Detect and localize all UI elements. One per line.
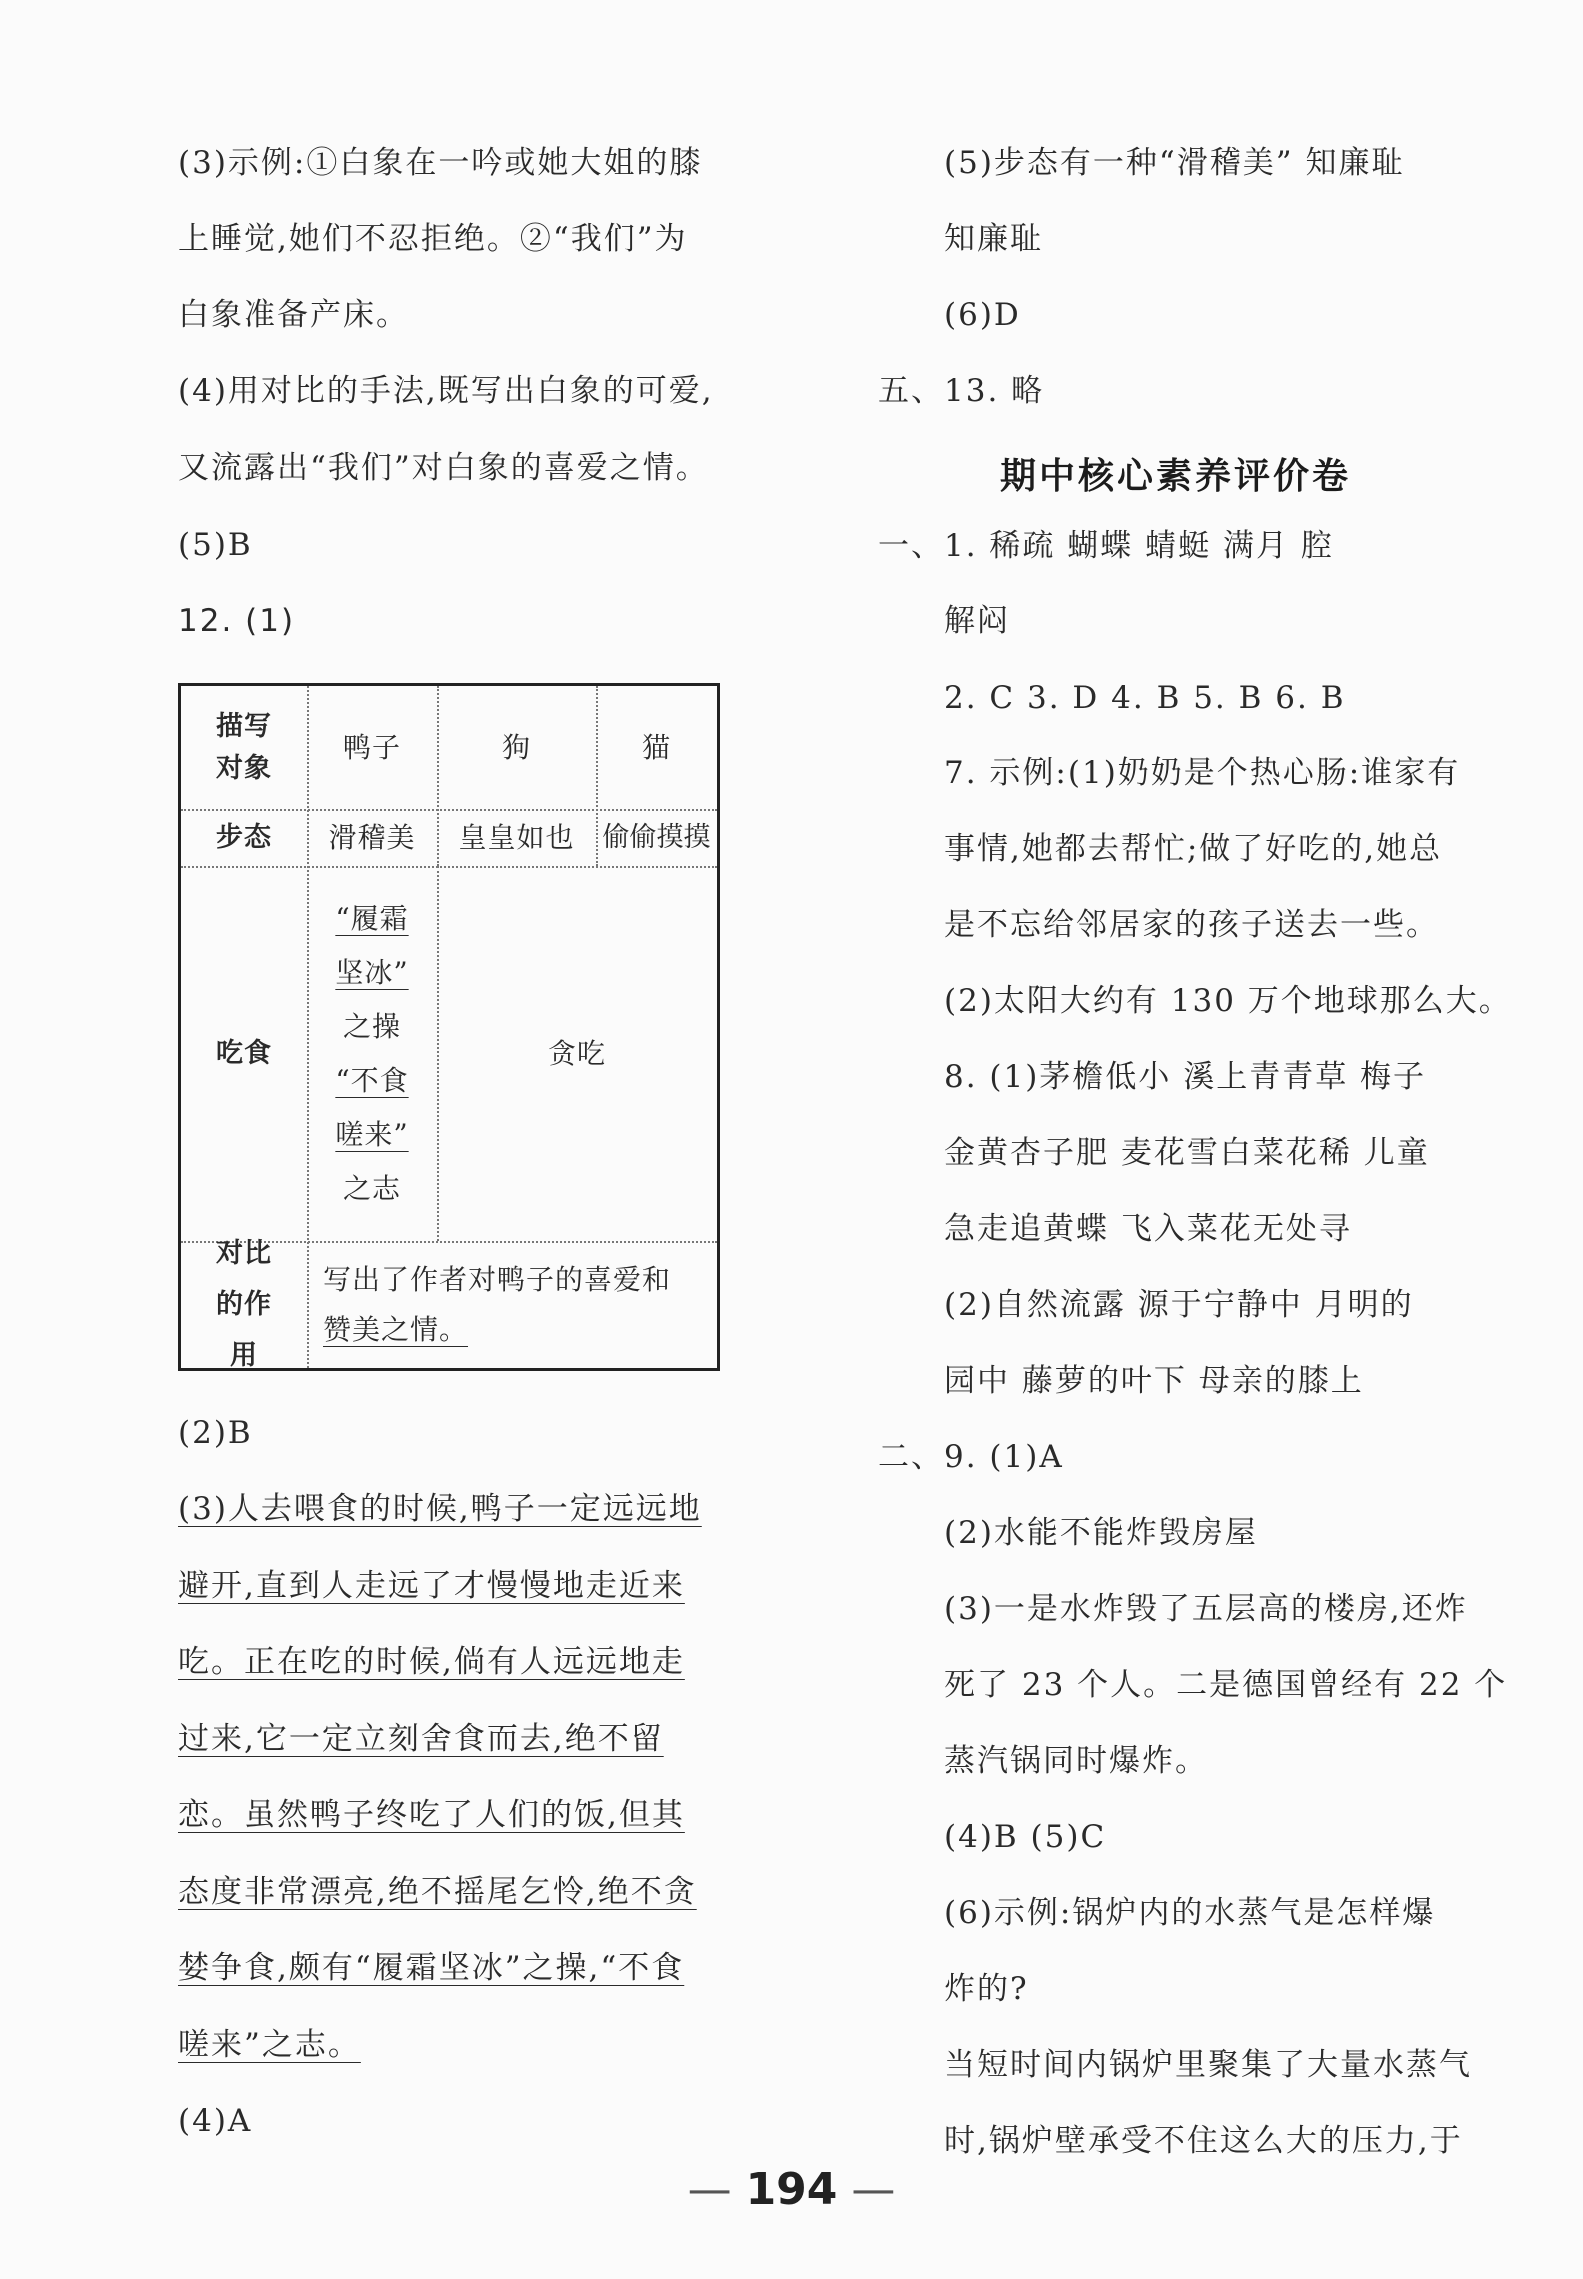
gait-dog: 皇皇如也 [458, 820, 575, 854]
right-top-3: (6)D [944, 297, 1021, 333]
left-after-4: 吃。正在吃的时候,倘有人远远地走 [178, 1644, 685, 1680]
row-header-gait: 步态 [216, 821, 272, 853]
right-top-1: (5)步态有一种“滑稽美” 知廉耻 [944, 145, 1405, 181]
eating-others: 贪吃 [547, 1036, 606, 1070]
left-after-5: 过来,它一定立刻舍食而去,绝不留 [178, 1721, 664, 1757]
right-line-22: 时,锅炉壁承受不住这么大的压力,于 [944, 2123, 1463, 2159]
left-after-3: 避开,直到人走远了才慢慢地走近来 [178, 1568, 685, 1604]
right-line-4: 7. 示例:(1)奶奶是个热心肠:谁家有 [944, 755, 1461, 791]
row-header-object: 描写对象 [216, 710, 272, 784]
right-line-2: 解闷 [944, 603, 1010, 639]
right-line-16: 死了 23 个人。二是德国曾经有 22 个 [944, 1667, 1508, 1703]
left-line-2: 上睡觉,她们不忍拒绝。②“我们”为 [178, 221, 688, 257]
page-number: — 194 — [687, 2164, 896, 2215]
eating-duck: “履霜 坚冰” 之操 “不食 嗟来” 之志 [335, 901, 409, 1205]
right-line-8: 8. (1)茅檐低小 溪上青青草 梅子 [944, 1059, 1427, 1095]
right-line-10: 急走追黄蝶 飞入菜花无处寻 [944, 1211, 1352, 1247]
left-line-5: 又流露出“我们”对白象的喜爱之情。 [178, 450, 709, 486]
right-line-3: 2. C 3. D 4. B 5. B 6. B [944, 680, 1346, 716]
left-line-6: (5)B [178, 527, 253, 563]
gait-cat: 偷偷摸摸 [602, 821, 711, 853]
gait-duck: 滑稽美 [328, 820, 416, 854]
left-line-3: 白象准备产床。 [178, 297, 409, 333]
right-line-7: (2)太阳大约有 130 万个地球那么大。 [944, 983, 1512, 1019]
right-line-17: 蒸汽锅同时爆炸。 [944, 1743, 1208, 1779]
left-after-9: 嗟来”之志。 [178, 2027, 361, 2063]
object-duck: 鸭子 [342, 730, 401, 764]
left-after-2: (3)人去喂食的时候,鸭子一定远远地 [178, 1491, 702, 1527]
right-line-5: 事情,她都去帮忙;做了好吃的,她总 [944, 831, 1443, 867]
right-line-14: (2)水能不能炸毁房屋 [944, 1515, 1258, 1551]
comparison-table [178, 683, 720, 1371]
right-line-18: (4)B (5)C [944, 1819, 1107, 1855]
left-line-4: (4)用对比的手法,既写出白象的可爱, [178, 373, 714, 409]
left-after-8: 婪争食,颇有“履霜坚冰”之操,“不食 [178, 1950, 685, 1986]
right-top-2: 知廉耻 [944, 221, 1043, 257]
row-header-effect: 对比的作用 [216, 1237, 272, 1372]
right-line-20: 炸的? [944, 1971, 1029, 2007]
left-after-10: (4)A [178, 2103, 253, 2139]
right-line-19: (6)示例:锅炉内的水蒸气是怎样爆 [944, 1895, 1436, 1931]
right-line-21: 当短时间内锅炉里聚集了大量水蒸气 [944, 2047, 1472, 2083]
left-after-7: 态度非常漂亮,绝不摇尾乞怜,绝不贪 [178, 1874, 697, 1910]
left-after-1: (2)B [178, 1415, 253, 1451]
left-line-1: (3)示例:①白象在一吟或她大姐的膝 [178, 145, 703, 181]
right-line-13: 二、9. (1)A [878, 1439, 1064, 1475]
right-line-1: 一、1. 稀疏 蝴蝶 蜻蜓 满月 腔 [878, 528, 1334, 564]
right-line-12: 园中 藤萝的叶下 母亲的膝上 [944, 1363, 1364, 1399]
object-cat: 猫 [641, 730, 671, 764]
left-after-6: 恋。虽然鸭子终吃了人们的饭,但其 [178, 1797, 685, 1833]
right-line-9: 金黄杏子肥 麦花雪白菜花稀 儿童 [944, 1135, 1430, 1171]
left-line-7: 12. (1) [178, 603, 296, 639]
right-top-4: 五、13. 略 [878, 373, 1045, 409]
effect-text: 写出了作者对鸭子的喜爱和 赞美之情。 [323, 1262, 672, 1346]
row-header-eating: 吃食 [216, 1037, 272, 1069]
right-line-6: 是不忘给邻居家的孩子送去一些。 [944, 907, 1439, 943]
right-line-15: (3)一是水炸毁了五层高的楼房,还炸 [944, 1591, 1468, 1627]
section-title: 期中核心素养评价卷 [1000, 456, 1352, 497]
object-dog: 狗 [501, 730, 531, 764]
right-line-11: (2)自然流露 源于宁静中 月明的 [944, 1287, 1414, 1323]
